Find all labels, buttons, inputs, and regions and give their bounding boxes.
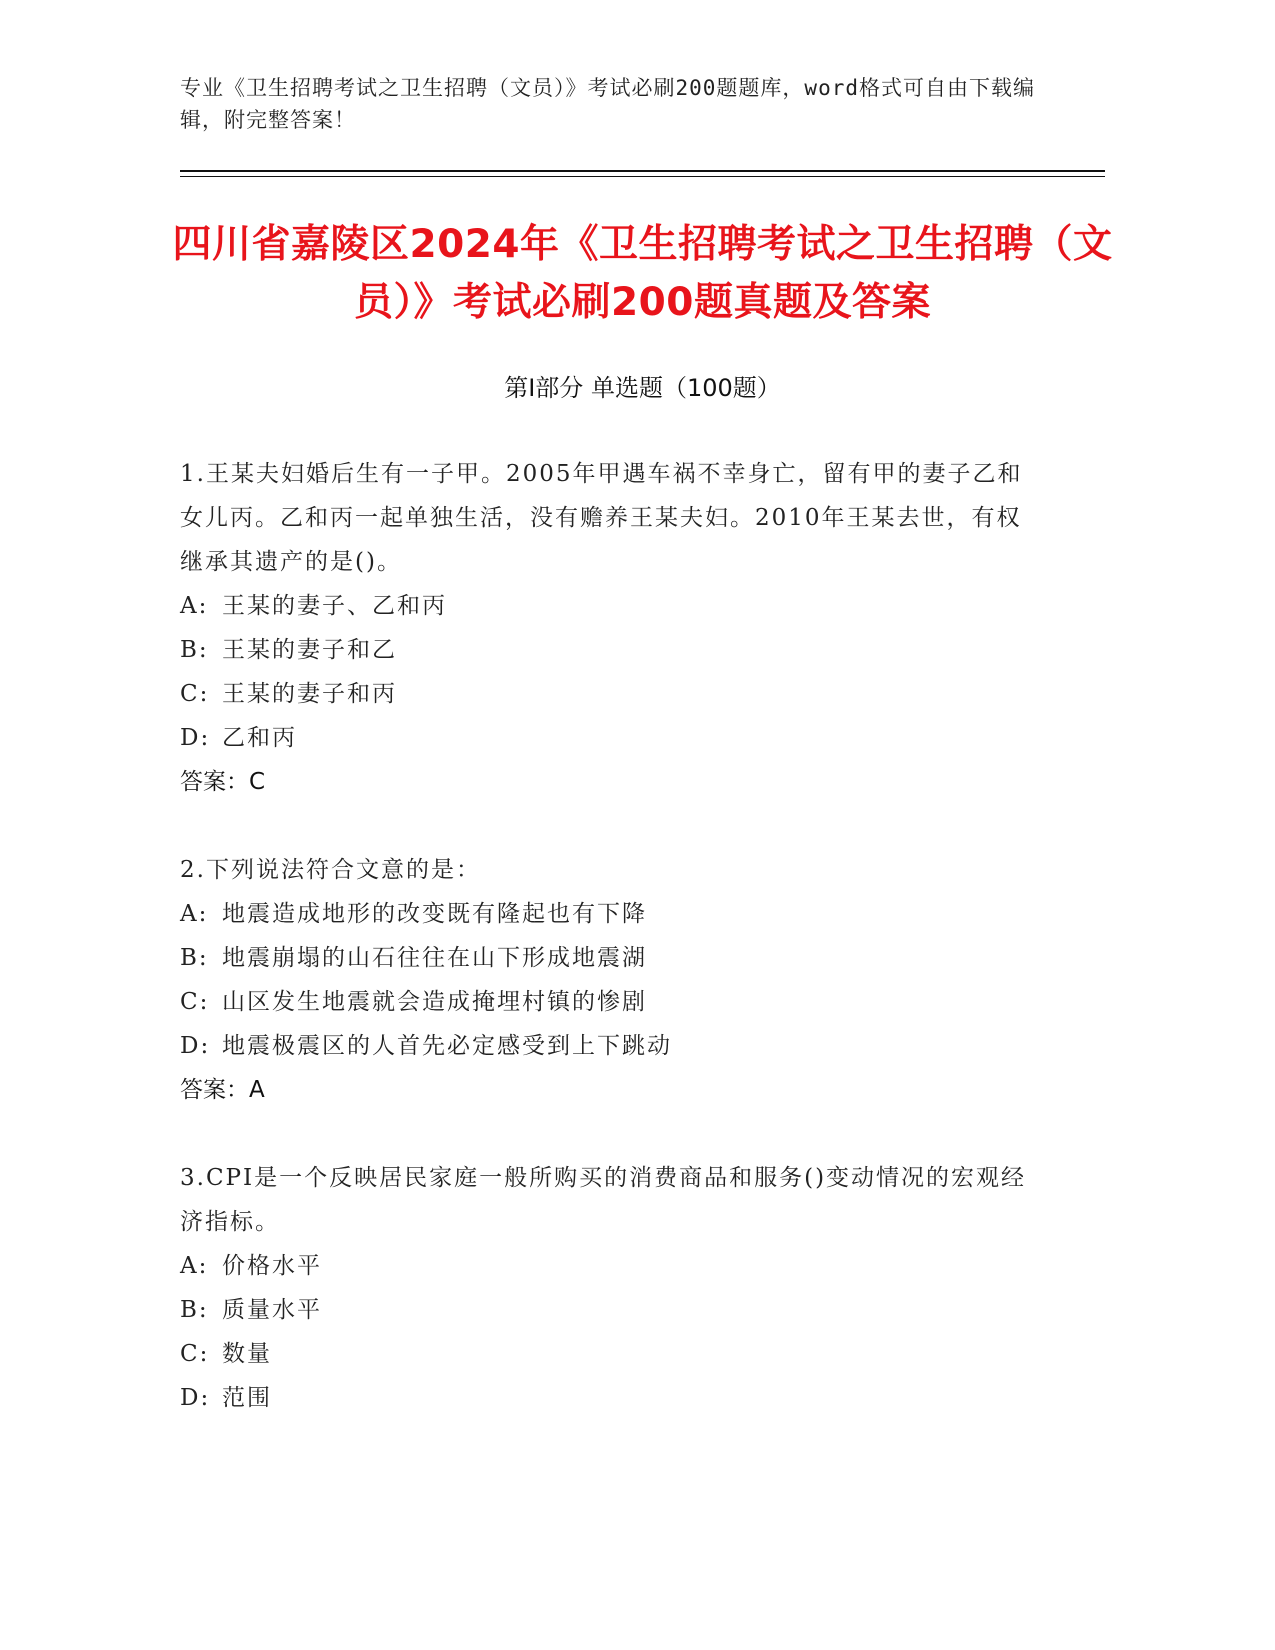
option-a <box>180 1244 1040 1288</box>
option-text: 价格水平 <box>222 1253 322 1279</box>
question-stem: 3.CPI是一个反映居民家庭一般所购买的消费商品和服务()变动情况的宏观经济指标。 <box>180 1165 1027 1235</box>
option-letter: A: <box>180 901 209 927</box>
option-d <box>180 716 1040 760</box>
option-letter: C: <box>180 989 210 1015</box>
question-stem: 1.王某夫妇婚后生有一子甲。2005年甲遇车祸不幸身亡，留有甲的妻子乙和女儿丙。乙和丙一起单独生活，没有赡养王某夫妇。2010年王某去世，有权继承其遗产的是()。 <box>180 461 1023 575</box>
option-letter: B: <box>180 1297 209 1323</box>
option-text: 质量水平 <box>222 1297 322 1323</box>
answer-label: 答案：C <box>180 769 266 795</box>
option-c <box>180 980 1040 1024</box>
section-heading: 第Ⅰ部分 单选题（100题） <box>504 374 781 402</box>
option-letter: A: <box>180 1253 209 1279</box>
option-b <box>180 1288 1040 1332</box>
option-text: 山区发生地震就会造成掩埋村镇的惨剧 <box>222 989 647 1015</box>
question-2 <box>180 848 1040 1112</box>
option-text: 地震极震区的人首先必定感受到上下跳动 <box>222 1033 672 1059</box>
option-text: 王某的妻子、乙和丙 <box>222 593 447 619</box>
option-letter: D: <box>180 725 211 751</box>
header-note: 专业《卫生招聘考试之卫生招聘（文员）》考试必刷200题题库，word格式可自由下载编辑，附完整答案！ <box>180 76 1035 132</box>
option-letter: B: <box>180 637 209 663</box>
option-text: 乙和丙 <box>222 725 297 751</box>
option-letter: C: <box>180 681 210 707</box>
option-d <box>180 1024 1040 1068</box>
option-b <box>180 628 1040 672</box>
question-list <box>180 452 1040 1464</box>
option-b <box>180 936 1040 980</box>
option-text: 数量 <box>222 1341 272 1367</box>
header-divider-thick <box>180 170 1105 172</box>
option-text: 王某的妻子和丙 <box>222 681 397 707</box>
option-c <box>180 672 1040 716</box>
option-a <box>180 892 1040 936</box>
document-title: 四川省嘉陵区2024年《卫生招聘考试之卫生招聘（文员）》考试必刷200题真题及答案 <box>172 222 1113 325</box>
option-letter: D: <box>180 1033 211 1059</box>
option-a <box>180 584 1040 628</box>
option-text: 范围 <box>222 1385 272 1411</box>
option-text: 王某的妻子和乙 <box>222 637 397 663</box>
option-letter: A: <box>180 593 209 619</box>
answer-label: 答案：A <box>180 1077 265 1103</box>
option-text: 地震崩塌的山石往往在山下形成地震湖 <box>222 945 647 971</box>
header-divider-thin <box>180 176 1105 177</box>
option-c <box>180 1332 1040 1376</box>
option-d <box>180 1376 1040 1420</box>
option-letter: B: <box>180 945 209 971</box>
question-stem: 2.下列说法符合文意的是： <box>180 857 481 883</box>
question-3 <box>180 1156 1040 1420</box>
option-letter: C: <box>180 1341 210 1367</box>
option-letter: D: <box>180 1385 211 1411</box>
question-1 <box>180 452 1040 804</box>
option-text: 地震造成地形的改变既有隆起也有下降 <box>222 901 647 927</box>
